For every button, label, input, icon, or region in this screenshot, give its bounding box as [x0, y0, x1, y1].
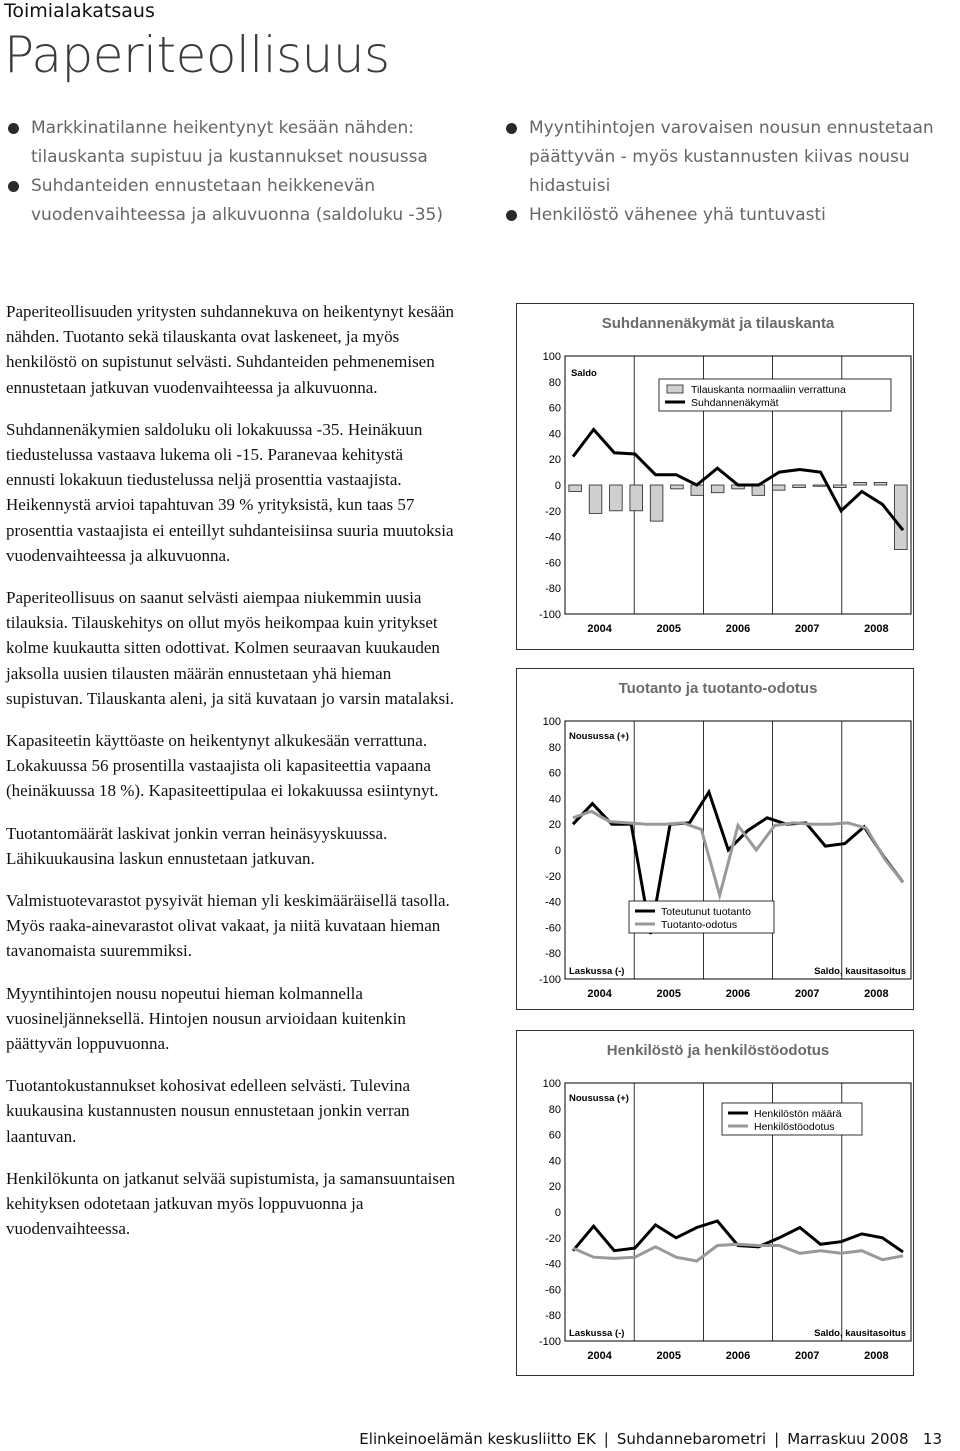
body-paragraph: Paperiteollisuus on saanut selvästi aiempaa niukemmin uusia tilauksia. Tilauskehitys on ollut myös heikompaa kuin yritykset kolme kuukautta sitten odottivat. Kolmen seuraavan kuukauden jaksolla uusien tilausten määrän ennustetaan yhä hieman supistuvan. Tilauskanta aleni, ja sitä kuvataan jo varsin matalaksi.	[6, 588, 455, 708]
chart-title: Tuotanto ja tuotanto-odotus	[618, 680, 818, 697]
page-title: Paperiteollisuus	[4, 26, 390, 84]
legend-label: Henkilöstöodotus	[754, 1121, 835, 1133]
summary-bullets-left	[4, 114, 464, 230]
y-tick-label: -100	[538, 609, 561, 621]
y-tick-label: 40	[548, 428, 561, 441]
chart-panel-production	[516, 668, 914, 1010]
y-tick-label: -80	[545, 583, 561, 596]
body-paragraph: Henkilökunta on jatkanut selvää supistumista, ja samansuuntaisen kehityksen odotetaan jatkuvan myös loppuvuonna ja vuodenvaihteessa.	[6, 1168, 455, 1239]
y-tick-label: 0	[554, 1207, 561, 1219]
y-tick-label: 60	[548, 1129, 561, 1142]
bar	[569, 485, 582, 491]
bar	[610, 485, 623, 511]
x-tick-label: 2004	[587, 1350, 612, 1362]
rising-label: Nousussa (+)	[569, 1093, 629, 1104]
y-tick-label: -40	[545, 1258, 561, 1271]
body-paragraph: Kapasiteetin käyttöaste on heikentynyt alkukesään verrattuna. Lokakuussa 56 prosentilla vastaajista oli kapasiteettia vapaana (heinäkuussa 18 %). Kapasiteettipulaa ei lokakuussa esiintynyt.	[6, 731, 439, 801]
bar	[793, 485, 806, 488]
footer-org: Elinkeinoelämän keskusliitto EK	[359, 1430, 596, 1448]
x-tick-label: 2005	[656, 988, 682, 1000]
bar	[589, 485, 602, 513]
x-tick-label: 2005	[656, 623, 682, 635]
chart-panel-outlook	[516, 303, 914, 650]
x-tick-label: 2008	[864, 988, 889, 1000]
x-tick-label: 2007	[794, 988, 820, 1000]
bar	[874, 482, 887, 485]
rising-label: Nousussa (+)	[569, 731, 629, 742]
saldo-label: Saldo, kausitasoitus	[814, 966, 906, 977]
legend-label: Tuotanto-odotus	[661, 919, 738, 931]
chart-title: Suhdannenäkymät ja tilauskanta	[601, 315, 835, 332]
y-tick-label: -60	[545, 922, 561, 935]
chart-outlook-orders	[517, 304, 913, 649]
x-tick-label: 2004	[587, 988, 612, 1000]
chart-production	[517, 669, 913, 1009]
body-paragraph: Suhdannenäkymien saldoluku oli lokakuussa -35. Heinäkuun tiedustelussa vastaava lukema oli -15. Paranevaa kehitystä ennusti lokakuun tiedustelussa neljä prosenttia vastaajista. Heikennystä arvioi tapahtuvan 39 % yrityksistä, kun taas 57 prosenttia vastaajista ei enteillyt suhdanteisiinsa suuria muutoksia vuodenvaihteessa ja alkuvuonna.	[6, 419, 454, 565]
y-tick-label: -80	[545, 1310, 561, 1323]
y-tick-label: -40	[545, 531, 561, 544]
summary-bullet: Myyntihintojen varovaisen nousun ennustetaan päättyvän - myös kustannusten kiivas nousu hidastuisi	[502, 114, 952, 201]
y-tick-label: -20	[545, 1232, 561, 1245]
y-tick-label: 60	[548, 402, 561, 415]
bar	[630, 485, 643, 511]
y-tick-label: 100	[542, 351, 561, 363]
falling-label: Laskussa (-)	[569, 1328, 625, 1339]
series-line	[573, 430, 903, 531]
series-line	[573, 1221, 903, 1252]
bar	[895, 485, 908, 550]
legend-label: Suhdannenäkymät	[691, 397, 779, 409]
legend-label: Toteutunut tuotanto	[661, 906, 751, 918]
y-tick-label: 80	[548, 376, 561, 389]
y-tick-label: 100	[542, 1078, 561, 1090]
y-tick-label: -80	[545, 948, 561, 961]
x-tick-label: 2007	[794, 1350, 820, 1362]
y-tick-label: 100	[542, 716, 561, 728]
y-tick-label: -20	[545, 870, 561, 883]
summary-bullet: Markkinatilanne heikentynyt kesään nähden: tilauskanta supistuu ja kustannukset nousussa	[4, 114, 464, 172]
y-tick-label: 60	[548, 767, 561, 780]
x-tick-label: 2006	[725, 1350, 751, 1362]
y-tick-label: 80	[548, 1103, 561, 1116]
y-tick-label: -40	[545, 896, 561, 909]
y-tick-label: 20	[548, 1181, 561, 1194]
bar	[671, 485, 684, 489]
page-footer	[359, 1430, 942, 1448]
chart-title: Henkilöstö ja henkilöstöodotus	[606, 1042, 830, 1059]
y-tick-label: 20	[548, 454, 561, 467]
x-tick-label: 2008	[864, 623, 889, 635]
bar	[813, 485, 826, 486]
y-tick-label: 20	[548, 819, 561, 832]
x-tick-label: 2008	[864, 1350, 889, 1362]
x-tick-label: 2007	[794, 623, 820, 635]
section-label: Toimialakatsaus	[4, 0, 155, 22]
bar	[772, 485, 785, 490]
legend-label: Henkilöstön määrä	[754, 1108, 842, 1120]
footer-issue: Marraskuu 2008	[787, 1430, 909, 1448]
legend-label: Tilauskanta normaaliin verrattuna	[691, 384, 846, 396]
bar	[833, 485, 846, 488]
summary-bullets-right	[502, 114, 952, 230]
bar	[854, 482, 867, 485]
legend-swatch	[667, 385, 683, 393]
body-paragraph: Paperiteollisuuden yritysten suhdannekuva on heikentynyt kesään nähden. Tuotanto sekä tilauskanta ovat laskeneet, ja myös henkilöstö on supistunut selvästi. Suhdanteiden pehmenemisen ennustetaan jatkuvan vuodenvaihteessa ja alkuvuonna.	[6, 302, 455, 397]
y-tick-label: 40	[548, 793, 561, 806]
y-tick-label: -20	[545, 505, 561, 518]
bar	[711, 485, 724, 493]
y-tick-label: 0	[554, 845, 561, 857]
body-paragraph: Tuotantokustannukset kohosivat edelleen selvästi. Tulevina kuukausina kustannusten nousun ennustetaan jonkin verran laantuvan.	[6, 1076, 411, 1146]
footer-publication: Suhdannebarometri	[616, 1430, 767, 1448]
footer-separator: |	[603, 1430, 609, 1448]
bar	[650, 485, 663, 521]
bar	[752, 485, 765, 495]
corner-label: Saldo	[571, 368, 597, 379]
footer-separator: |	[774, 1430, 780, 1448]
x-tick-label: 2004	[587, 623, 612, 635]
bar	[691, 485, 704, 495]
summary-bullet: Suhdanteiden ennustetaan heikkenevän vuodenvaihteessa ja alkuvuonna (saldoluku -35)	[4, 172, 464, 230]
x-tick-label: 2006	[725, 623, 751, 635]
chart-panel-personnel	[516, 1030, 914, 1376]
y-tick-label: -100	[538, 974, 561, 986]
y-tick-label: -60	[545, 1284, 561, 1297]
y-tick-label: 40	[548, 1155, 561, 1168]
page-number: 13	[922, 1430, 942, 1448]
x-tick-label: 2005	[656, 1350, 682, 1362]
body-paragraph: Valmistuotevarastot pysyivät hieman yli keskimääräisellä tasolla. Myös raaka-ainevarastot olivat vakaat, ja niitä kuvataan hieman tavanomaista suuremmiksi.	[6, 891, 450, 961]
series-line	[573, 811, 903, 895]
body-paragraph: Tuotantomäärät laskivat jonkin verran heinäsyyskuussa. Lähikuukausina laskun ennustetaan jatkuvan.	[6, 823, 388, 868]
y-tick-label: -100	[538, 1336, 561, 1348]
plot-area	[565, 721, 911, 979]
chart-personnel	[517, 1031, 913, 1375]
x-tick-label: 2006	[725, 988, 751, 1000]
summary-bullet: Henkilöstö vähenee yhä tuntuvasti	[502, 201, 952, 230]
article-body	[6, 299, 456, 1259]
body-paragraph: Myyntihintojen nousu nopeutui hieman kolmannella vuosineljänneksellä. Hintojen nousun arvioidaan kuitenkin päättyvän loppuvuonna.	[6, 983, 406, 1054]
y-tick-label: 80	[548, 741, 561, 754]
y-tick-label: 0	[554, 480, 561, 492]
falling-label: Laskussa (-)	[569, 966, 625, 977]
saldo-label: Saldo, kausitasoitus	[814, 1328, 906, 1339]
y-tick-label: -60	[545, 557, 561, 570]
